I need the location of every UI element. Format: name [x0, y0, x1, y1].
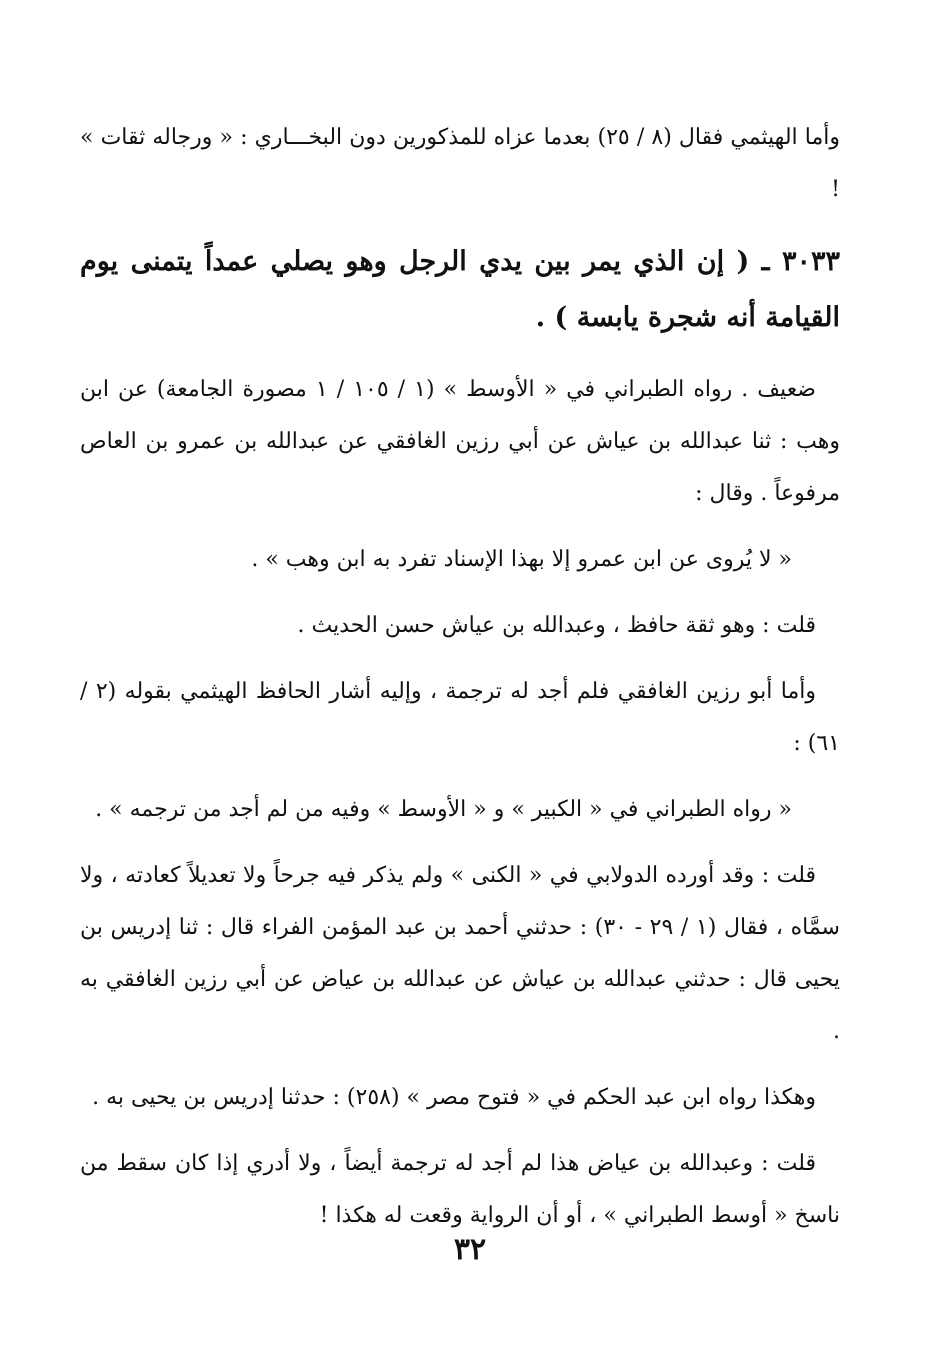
hadith-heading: ٣٠٣٣ ـ ( إن الذي يمر بين يدي الرجل وهو يصلي عمداً يتمنى يوم القيامة أنه شجرة يابسة ) .	[80, 246, 840, 333]
paragraph-haythami-note: وأما الهيثمي فقال (٨ / ٢٥) بعدما عزاه للمذكورين دون البخـــاري : « ورجاله ثقات » !	[80, 125, 840, 202]
paragraph-conclusion: قلت : وعبدالله بن عياض هذا لم أجد له ترجمة أيضاً ، ولا أدري إذا كان سقط من ناسخ « أوسط الطبراني » ، أو أن الرواية وقعت له هكذا !	[80, 1151, 840, 1228]
page-number: ٣٢	[453, 1232, 487, 1267]
paragraph-ibn-abd-al-hakam: وهكذا رواه ابن عبد الحكم في « فتوح مصر » (٢٥٨) : حدثنا إدريس بن يحيى به .	[92, 1085, 816, 1110]
paragraph-grading: ضعيف . رواه الطبراني في « الأوسط » (١ / ١٠٥ / ١ مصورة الجامعة) عن ابن وهب : ثنا عبدالله بن عياش عن أبي رزين الغافقي عن عبدالله بن عمرو بن العاص مرفوعاً . وقال :	[80, 377, 840, 506]
quote-tabarani: « لا يُروى عن ابن عمرو إلا بهذا الإسناد تفرد به ابن وهب » .	[251, 547, 792, 572]
paragraph-dulabi: قلت : وقد أورده الدولابي في « الكنى » ولم يذكر فيه جرحاً ولا تعديلاً كعادته ، ولا سمَّاه ، فقال (١ / ٢٩ - ٣٠) : حدثني أحمد بن عبد المؤمن الفراء قال : ثنا إدريس بن يحيى قال : حدثني عبدالله بن عياش عن عبدالله بن عياض عن أبي رزين الغافقي به .	[80, 863, 840, 1044]
quote-haythami: « رواه الطبراني في « الكبير » و « الأوسط » وفيه من لم أجد من ترجمه » .	[95, 797, 792, 822]
page-body	[80, 112, 840, 1256]
paragraph-ibn-ayyash: قلت : وهو ثقة حافظ ، وعبدالله بن عياش حسن الحديث .	[297, 613, 816, 638]
paragraph-abu-razin: وأما أبو رزين الغافقي فلم أجد له ترجمة ، وإليه أشار الحافظ الهيثمي بقوله (٢ / ٦١) :	[80, 679, 840, 756]
